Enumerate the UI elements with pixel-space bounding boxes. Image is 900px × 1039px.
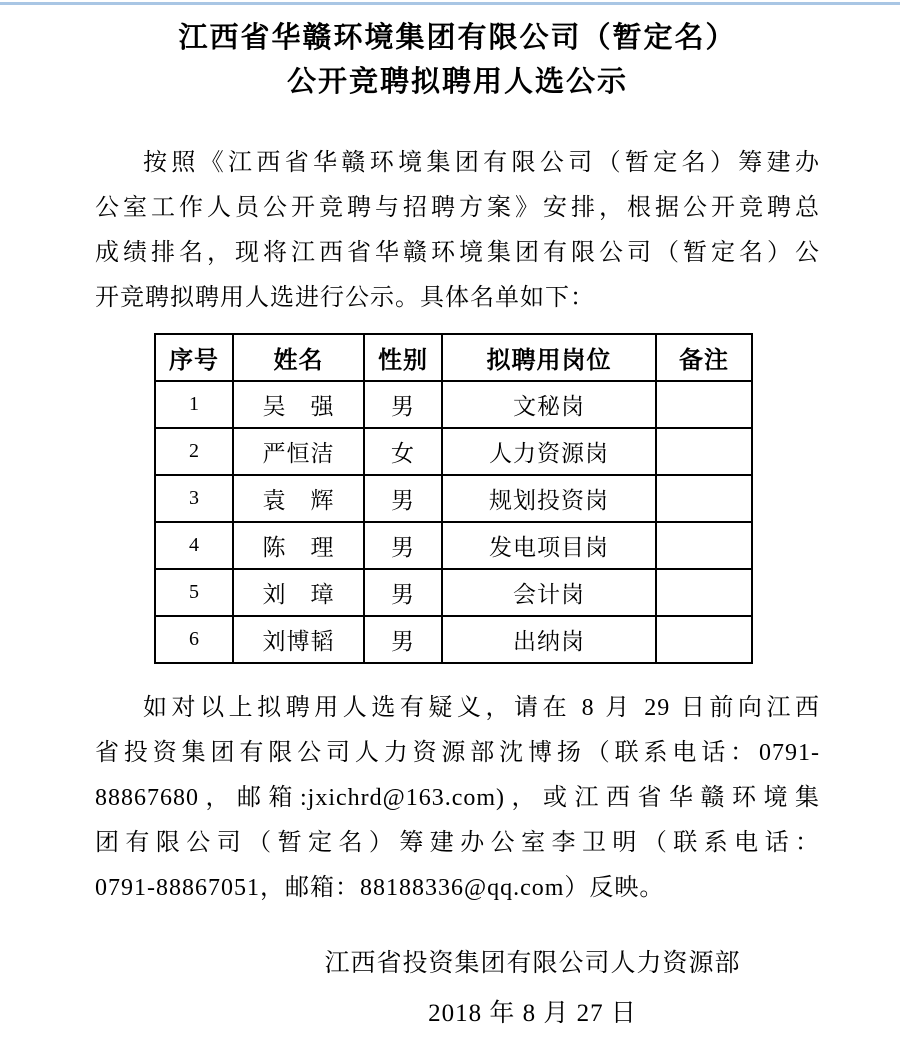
table-cell: 出纳岗 <box>442 616 656 663</box>
intro-paragraph <box>95 141 820 321</box>
table-cell: 1 <box>155 381 233 428</box>
table-cell: 文秘岗 <box>442 381 656 428</box>
table-cell <box>656 428 752 475</box>
table-cell: 严恒洁 <box>233 428 364 475</box>
document-content <box>0 16 900 1039</box>
table-cell: 2 <box>155 428 233 475</box>
top-accent-line <box>0 2 900 5</box>
table-cell <box>656 569 752 616</box>
contact-paragraph <box>95 686 820 911</box>
table-header-cell: 序号 <box>155 334 233 381</box>
paragraph-line: 按照《江西省华赣环境集团有限公司（暂定名）筹建办 <box>143 150 820 176</box>
table-row <box>155 522 752 569</box>
title-line-2: 公开竞聘拟聘用人选公示 <box>286 66 628 98</box>
paragraph-line: 成绩排名，现将江西省华赣环境集团有限公司（暂定名）公 <box>95 240 820 266</box>
signature-org: 江西省投资集团有限公司人力资源部 <box>324 950 741 977</box>
table-cell: 刘 璋 <box>233 569 364 616</box>
table-row <box>155 616 752 663</box>
paragraph-line: 如对以上拟聘用人选有疑义，请在 8 月 29 日前向江西 <box>143 695 820 721</box>
paragraph-line: 88867680，邮箱:jxichrd@163.com)，或江西省华赣环境集 <box>95 785 820 811</box>
table-cell: 5 <box>155 569 233 616</box>
table-cell <box>656 616 752 663</box>
signature-block <box>245 939 820 1039</box>
table-cell: 会计岗 <box>442 569 656 616</box>
table-cell: 男 <box>364 381 442 428</box>
table-header-cell: 备注 <box>656 334 752 381</box>
paragraph-line: 开竞聘拟聘用人选进行公示。具体名单如下： <box>95 285 595 311</box>
table-row <box>155 569 752 616</box>
table-cell: 规划投资岗 <box>442 475 656 522</box>
table-cell: 发电项目岗 <box>442 522 656 569</box>
table-header-cell: 姓名 <box>233 334 364 381</box>
paragraph-line: 公室工作人员公开竞聘与招聘方案》安排，根据公开竞聘总 <box>95 195 820 221</box>
table-cell: 男 <box>364 616 442 663</box>
table-header-cell: 性别 <box>364 334 442 381</box>
table-cell: 人力资源岗 <box>442 428 656 475</box>
table-cell <box>656 381 752 428</box>
table-cell: 3 <box>155 475 233 522</box>
table-cell: 女 <box>364 428 442 475</box>
table-cell: 刘博韬 <box>233 616 364 663</box>
table-header-cell: 拟聘用岗位 <box>442 334 656 381</box>
document-title <box>95 16 820 104</box>
table-row <box>155 475 752 522</box>
table-row <box>155 428 752 475</box>
table-cell <box>656 475 752 522</box>
table-cell: 男 <box>364 522 442 569</box>
paragraph-line: 省投资集团有限公司人力资源部沈博扬（联系电话：0791- <box>95 740 820 766</box>
table-cell: 男 <box>364 475 442 522</box>
table-cell: 4 <box>155 522 233 569</box>
table-cell <box>656 522 752 569</box>
table-cell: 吴 强 <box>233 381 364 428</box>
table-header-row <box>155 334 752 381</box>
table-cell: 男 <box>364 569 442 616</box>
table-cell: 6 <box>155 616 233 663</box>
table-cell: 袁 辉 <box>233 475 364 522</box>
paragraph-line: 0791-88867051，邮箱：88188336@qq.com）反映。 <box>95 875 665 901</box>
signature-date: 2018 年 8 月 27 日 <box>428 1000 637 1027</box>
table-row <box>155 381 752 428</box>
paragraph-line: 团有限公司（暂定名）筹建办公室李卫明（联系电话： <box>95 830 820 856</box>
candidates-table <box>154 333 753 664</box>
title-line-1: 江西省华赣环境集团有限公司（暂定名） <box>178 22 737 54</box>
table-cell: 陈 理 <box>233 522 364 569</box>
